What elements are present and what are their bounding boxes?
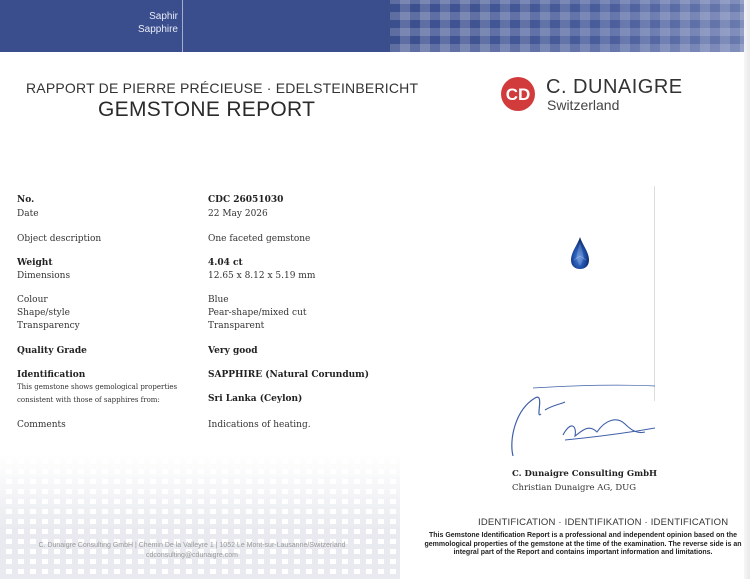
field-value-identification: SAPPHIRE (Natural Corundum)	[208, 370, 369, 380]
field-label-comments: Comments	[17, 420, 66, 430]
field-value-transparency: Transparent	[208, 321, 265, 331]
footer-address: C. Dunaigre Consulting GmbH | Chemin De la Valleyre 1 | 1052 Le Mont-sur-Lausanne/Switzerland	[38, 542, 346, 549]
brand-subtitle: Switzerland	[547, 97, 620, 113]
signature-person: Christian Dunaigre AG, DUG	[512, 483, 637, 493]
footer-email: cdconsulting@cdunaigre.com	[146, 552, 238, 559]
field-value-colour: Blue	[208, 295, 229, 305]
field-label-object: Object description	[17, 234, 102, 244]
page-edge	[744, 0, 750, 579]
field-label-colour: Colour	[17, 295, 48, 305]
gemstone-photo-icon	[570, 236, 590, 270]
field-label-identification: Identification	[17, 370, 86, 380]
field-label-dimensions: Dimensions	[17, 271, 71, 281]
field-value-date: 22 May 2026	[208, 209, 268, 219]
field-label-weight: Weight	[17, 258, 53, 268]
field-value-no: CDC 26051030	[208, 195, 284, 205]
identification-note-line-2: consistent with those of sapphires from:	[17, 396, 160, 404]
field-value-comments: Indications of heating.	[208, 420, 311, 430]
page-fold-line	[654, 186, 655, 401]
signature-company: C. Dunaigre Consulting GmbH	[512, 469, 658, 479]
signature-image	[505, 380, 665, 460]
report-disclaimer: This Gemstone Identification Report is a professional and independent opinion based on the gemmological properties of the gemstone at the time of the examination. The reverse side is an integral part of the Report and contains important information and limitations.	[424, 532, 742, 556]
cd-logo-icon	[500, 76, 540, 112]
field-label-date: Date	[17, 209, 39, 219]
field-value-shape: Pear-shape/mixed cut	[208, 308, 307, 318]
field-label-shape: Shape/style	[17, 308, 70, 318]
field-value-dimensions: 12.65 x 8.12 x 5.19 mm	[208, 271, 316, 281]
field-value-object: One faceted gemstone	[208, 234, 311, 244]
field-label-transparency: Transparency	[17, 321, 80, 331]
field-value-quality: Very good	[208, 346, 258, 356]
background-security-pattern	[0, 455, 400, 579]
report-kicker: RAPPORT DE PIERRE PRÉCIEUSE · EDELSTEINBERICHT	[26, 80, 419, 96]
field-value-weight: 4.04 ct	[208, 258, 243, 268]
logo-monogram: CD	[505, 85, 531, 104]
identification-note-line-1: This gemstone shows gemological properties	[17, 383, 178, 391]
banner-tag-fr: Saphir	[149, 11, 178, 22]
report-title: GEMSTONE REPORT	[98, 98, 316, 121]
identification-title: IDENTIFICATION · IDENTIFIKATION · IDENTIFICATION	[478, 517, 729, 528]
field-label-quality: Quality Grade	[17, 346, 87, 356]
field-value-origin: Sri Lanka (Ceylon)	[208, 394, 303, 404]
banner-tag-en: Sapphire	[137, 24, 178, 35]
field-label-no: No.	[17, 195, 35, 205]
brand-name: C. DUNAIGRE	[546, 76, 683, 98]
